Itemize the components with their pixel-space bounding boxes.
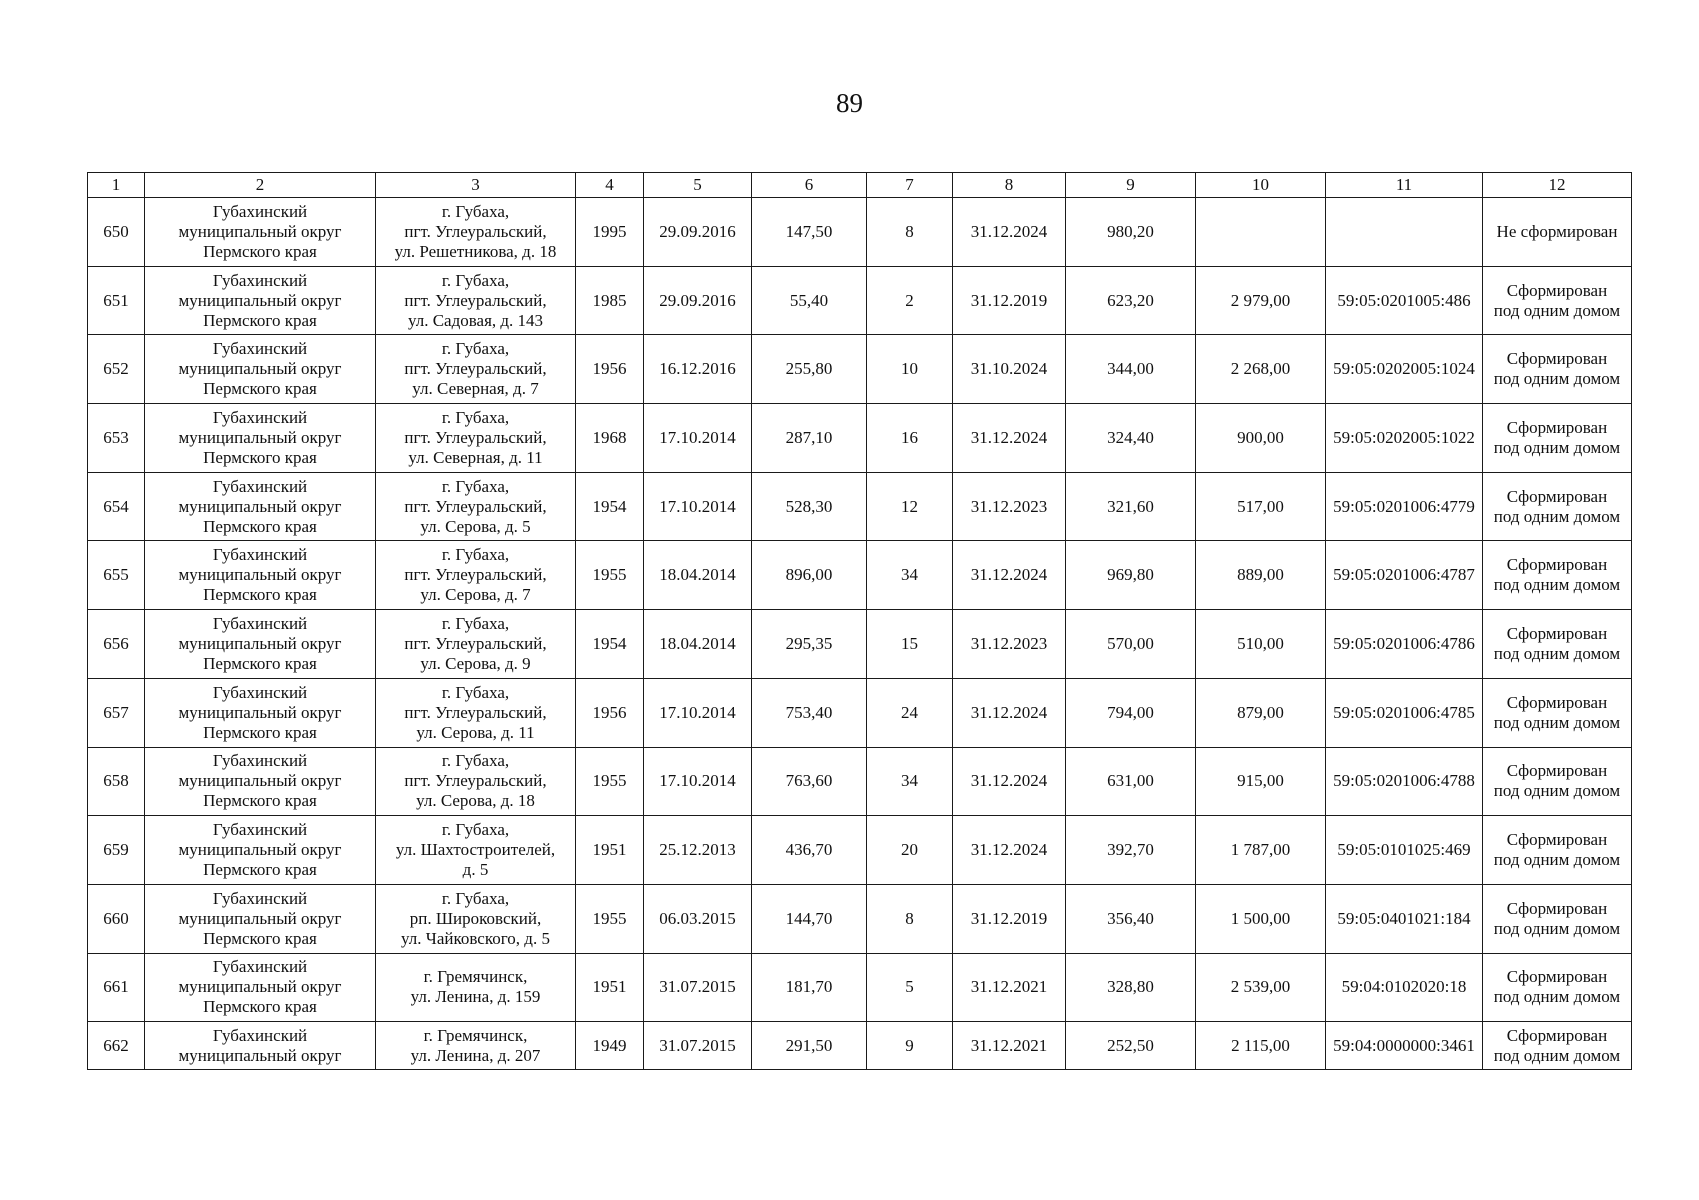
land-area-cell: 900,00 xyxy=(1196,404,1326,473)
status-cell: Не сформирован xyxy=(1483,198,1632,267)
status-cell: Сформирован под одним домом xyxy=(1483,953,1632,1022)
residents-cell: 34 xyxy=(867,541,953,610)
status-cell: Сформирован под одним домом xyxy=(1483,816,1632,885)
deadline-cell: 31.12.2021 xyxy=(953,953,1066,1022)
area2-cell: 570,00 xyxy=(1066,610,1196,679)
status-cell: Сформирован под одним домом xyxy=(1483,1022,1632,1070)
land-area-cell: 889,00 xyxy=(1196,541,1326,610)
date-cell: 31.07.2015 xyxy=(644,1022,752,1070)
year-cell: 1985 xyxy=(576,266,644,335)
cadastral-cell: 59:05:0202005:1022 xyxy=(1326,404,1483,473)
date-cell: 18.04.2014 xyxy=(644,541,752,610)
table-row xyxy=(88,953,1632,1022)
cadastral-cell: 59:05:0201006:4786 xyxy=(1326,610,1483,679)
area2-cell: 392,70 xyxy=(1066,816,1196,885)
year-cell: 1951 xyxy=(576,953,644,1022)
row-number: 652 xyxy=(88,335,145,404)
residents-cell: 24 xyxy=(867,678,953,747)
address-cell: г. Губаха, пгт. Углеуральский, ул. Серова, д. 7 xyxy=(376,541,576,610)
cadastral-cell: 59:05:0201006:4787 xyxy=(1326,541,1483,610)
cadastral-cell xyxy=(1326,198,1483,267)
column-header: 2 xyxy=(145,173,376,198)
area2-cell: 794,00 xyxy=(1066,678,1196,747)
status-cell: Сформирован под одним домом xyxy=(1483,678,1632,747)
year-cell: 1954 xyxy=(576,610,644,679)
area-cell: 287,10 xyxy=(752,404,867,473)
column-header: 5 xyxy=(644,173,752,198)
row-number: 651 xyxy=(88,266,145,335)
area-cell: 144,70 xyxy=(752,884,867,953)
land-area-cell: 1 500,00 xyxy=(1196,884,1326,953)
municipality-cell: Губахинский муниципальный округ Пермского края xyxy=(145,404,376,473)
status-cell: Сформирован под одним домом xyxy=(1483,541,1632,610)
municipality-cell: Губахинский муниципальный округ Пермского края xyxy=(145,472,376,541)
year-cell: 1955 xyxy=(576,884,644,953)
area-cell: 436,70 xyxy=(752,816,867,885)
municipality-cell: Губахинский муниципальный округ Пермского края xyxy=(145,266,376,335)
status-cell: Сформирован под одним домом xyxy=(1483,404,1632,473)
column-header: 12 xyxy=(1483,173,1632,198)
deadline-cell: 31.12.2023 xyxy=(953,610,1066,679)
address-cell: г. Губаха, ул. Шахтостроителей, д. 5 xyxy=(376,816,576,885)
column-header: 3 xyxy=(376,173,576,198)
residents-cell: 16 xyxy=(867,404,953,473)
cadastral-cell: 59:05:0201006:4785 xyxy=(1326,678,1483,747)
land-area-cell: 1 787,00 xyxy=(1196,816,1326,885)
year-cell: 1955 xyxy=(576,747,644,816)
date-cell: 16.12.2016 xyxy=(644,335,752,404)
date-cell: 17.10.2014 xyxy=(644,747,752,816)
area-cell: 528,30 xyxy=(752,472,867,541)
row-number: 650 xyxy=(88,198,145,267)
municipality-cell: Губахинский муниципальный округ Пермского края xyxy=(145,335,376,404)
municipality-cell: Губахинский муниципальный округ xyxy=(145,1022,376,1070)
status-cell: Сформирован под одним домом xyxy=(1483,610,1632,679)
land-area-cell: 510,00 xyxy=(1196,610,1326,679)
area-cell: 896,00 xyxy=(752,541,867,610)
address-cell: г. Губаха, пгт. Углеуральский, ул. Серова, д. 11 xyxy=(376,678,576,747)
year-cell: 1968 xyxy=(576,404,644,473)
residents-cell: 8 xyxy=(867,198,953,267)
date-cell: 18.04.2014 xyxy=(644,610,752,679)
date-cell: 29.09.2016 xyxy=(644,266,752,335)
area2-cell: 252,50 xyxy=(1066,1022,1196,1070)
cadastral-cell: 59:05:0201005:486 xyxy=(1326,266,1483,335)
row-number: 660 xyxy=(88,884,145,953)
municipality-cell: Губахинский муниципальный округ Пермского края xyxy=(145,610,376,679)
land-area-cell: 2 115,00 xyxy=(1196,1022,1326,1070)
year-cell: 1956 xyxy=(576,335,644,404)
municipality-cell: Губахинский муниципальный округ Пермского края xyxy=(145,953,376,1022)
area2-cell: 969,80 xyxy=(1066,541,1196,610)
year-cell: 1955 xyxy=(576,541,644,610)
deadline-cell: 31.12.2024 xyxy=(953,816,1066,885)
land-area-cell: 2 979,00 xyxy=(1196,266,1326,335)
column-header: 1 xyxy=(88,173,145,198)
table-row xyxy=(88,747,1632,816)
row-number: 657 xyxy=(88,678,145,747)
area-cell: 147,50 xyxy=(752,198,867,267)
cadastral-cell: 59:05:0201006:4788 xyxy=(1326,747,1483,816)
address-cell: г. Гремячинск, ул. Ленина, д. 159 xyxy=(376,953,576,1022)
area2-cell: 324,40 xyxy=(1066,404,1196,473)
area2-cell: 344,00 xyxy=(1066,335,1196,404)
date-cell: 31.07.2015 xyxy=(644,953,752,1022)
area-cell: 291,50 xyxy=(752,1022,867,1070)
status-cell: Сформирован под одним домом xyxy=(1483,335,1632,404)
area2-cell: 631,00 xyxy=(1066,747,1196,816)
table-row xyxy=(88,472,1632,541)
municipality-cell: Губахинский муниципальный округ Пермского края xyxy=(145,678,376,747)
table-row xyxy=(88,610,1632,679)
column-header: 8 xyxy=(953,173,1066,198)
deadline-cell: 31.12.2023 xyxy=(953,472,1066,541)
status-cell: Сформирован под одним домом xyxy=(1483,266,1632,335)
address-cell: г. Губаха, рп. Широковский, ул. Чайковского, д. 5 xyxy=(376,884,576,953)
area-cell: 255,80 xyxy=(752,335,867,404)
area2-cell: 321,60 xyxy=(1066,472,1196,541)
table-row xyxy=(88,541,1632,610)
date-cell: 17.10.2014 xyxy=(644,404,752,473)
land-area-cell: 517,00 xyxy=(1196,472,1326,541)
table-row xyxy=(88,1022,1632,1070)
cadastral-cell: 59:05:0201006:4779 xyxy=(1326,472,1483,541)
municipality-cell: Губахинский муниципальный округ Пермского края xyxy=(145,884,376,953)
area2-cell: 328,80 xyxy=(1066,953,1196,1022)
residents-cell: 2 xyxy=(867,266,953,335)
date-cell: 17.10.2014 xyxy=(644,678,752,747)
residents-cell: 8 xyxy=(867,884,953,953)
municipality-cell: Губахинский муниципальный округ Пермского края xyxy=(145,541,376,610)
area-cell: 295,35 xyxy=(752,610,867,679)
table-body xyxy=(88,198,1632,1070)
column-header: 7 xyxy=(867,173,953,198)
row-number: 654 xyxy=(88,472,145,541)
row-number: 658 xyxy=(88,747,145,816)
year-cell: 1949 xyxy=(576,1022,644,1070)
date-cell: 17.10.2014 xyxy=(644,472,752,541)
header-row xyxy=(88,173,1632,198)
address-cell: г. Губаха, пгт. Углеуральский, ул. Серова, д. 9 xyxy=(376,610,576,679)
status-cell: Сформирован под одним домом xyxy=(1483,472,1632,541)
table-row xyxy=(88,678,1632,747)
table-row xyxy=(88,404,1632,473)
housing-registry-table xyxy=(87,172,1632,1070)
address-cell: г. Гремячинск, ул. Ленина, д. 207 xyxy=(376,1022,576,1070)
municipality-cell: Губахинский муниципальный округ Пермского края xyxy=(145,816,376,885)
column-header: 6 xyxy=(752,173,867,198)
area2-cell: 356,40 xyxy=(1066,884,1196,953)
deadline-cell: 31.12.2024 xyxy=(953,404,1066,473)
deadline-cell: 31.12.2019 xyxy=(953,266,1066,335)
address-cell: г. Губаха, пгт. Углеуральский, ул. Садовая, д. 143 xyxy=(376,266,576,335)
row-number: 656 xyxy=(88,610,145,679)
area-cell: 181,70 xyxy=(752,953,867,1022)
address-cell: г. Губаха, пгт. Углеуральский, ул. Северная, д. 7 xyxy=(376,335,576,404)
table-row xyxy=(88,198,1632,267)
column-header: 4 xyxy=(576,173,644,198)
cadastral-cell: 59:04:0102020:18 xyxy=(1326,953,1483,1022)
year-cell: 1995 xyxy=(576,198,644,267)
deadline-cell: 31.12.2024 xyxy=(953,541,1066,610)
land-area-cell: 879,00 xyxy=(1196,678,1326,747)
address-cell: г. Губаха, пгт. Углеуральский, ул. Серова, д. 18 xyxy=(376,747,576,816)
year-cell: 1954 xyxy=(576,472,644,541)
address-cell: г. Губаха, пгт. Углеуральский, ул. Северная, д. 11 xyxy=(376,404,576,473)
row-number: 655 xyxy=(88,541,145,610)
land-area-cell: 2 539,00 xyxy=(1196,953,1326,1022)
cadastral-cell: 59:05:0202005:1024 xyxy=(1326,335,1483,404)
column-header: 11 xyxy=(1326,173,1483,198)
area-cell: 753,40 xyxy=(752,678,867,747)
residents-cell: 34 xyxy=(867,747,953,816)
land-area-cell xyxy=(1196,198,1326,267)
residents-cell: 10 xyxy=(867,335,953,404)
land-area-cell: 2 268,00 xyxy=(1196,335,1326,404)
residents-cell: 12 xyxy=(867,472,953,541)
column-header: 9 xyxy=(1066,173,1196,198)
area2-cell: 623,20 xyxy=(1066,266,1196,335)
address-cell: г. Губаха, пгт. Углеуральский, ул. Решетникова, д. 18 xyxy=(376,198,576,267)
municipality-cell: Губахинский муниципальный округ Пермского края xyxy=(145,198,376,267)
page-number: 89 xyxy=(836,88,863,118)
area-cell: 55,40 xyxy=(752,266,867,335)
residents-cell: 15 xyxy=(867,610,953,679)
date-cell: 06.03.2015 xyxy=(644,884,752,953)
deadline-cell: 31.12.2021 xyxy=(953,1022,1066,1070)
row-number: 662 xyxy=(88,1022,145,1070)
area-cell: 763,60 xyxy=(752,747,867,816)
table-row xyxy=(88,816,1632,885)
row-number: 661 xyxy=(88,953,145,1022)
residents-cell: 9 xyxy=(867,1022,953,1070)
row-number: 659 xyxy=(88,816,145,885)
area2-cell: 980,20 xyxy=(1066,198,1196,267)
cadastral-cell: 59:04:0000000:3461 xyxy=(1326,1022,1483,1070)
deadline-cell: 31.12.2024 xyxy=(953,678,1066,747)
cadastral-cell: 59:05:0401021:184 xyxy=(1326,884,1483,953)
row-number: 653 xyxy=(88,404,145,473)
year-cell: 1951 xyxy=(576,816,644,885)
deadline-cell: 31.12.2024 xyxy=(953,747,1066,816)
residents-cell: 20 xyxy=(867,816,953,885)
table-row xyxy=(88,266,1632,335)
status-cell: Сформирован под одним домом xyxy=(1483,747,1632,816)
deadline-cell: 31.10.2024 xyxy=(953,335,1066,404)
year-cell: 1956 xyxy=(576,678,644,747)
column-header: 10 xyxy=(1196,173,1326,198)
deadline-cell: 31.12.2019 xyxy=(953,884,1066,953)
table-row xyxy=(88,335,1632,404)
cadastral-cell: 59:05:0101025:469 xyxy=(1326,816,1483,885)
residents-cell: 5 xyxy=(867,953,953,1022)
date-cell: 29.09.2016 xyxy=(644,198,752,267)
address-cell: г. Губаха, пгт. Углеуральский, ул. Серова, д. 5 xyxy=(376,472,576,541)
date-cell: 25.12.2013 xyxy=(644,816,752,885)
deadline-cell: 31.12.2024 xyxy=(953,198,1066,267)
municipality-cell: Губахинский муниципальный округ Пермского края xyxy=(145,747,376,816)
table-row xyxy=(88,884,1632,953)
land-area-cell: 915,00 xyxy=(1196,747,1326,816)
status-cell: Сформирован под одним домом xyxy=(1483,884,1632,953)
